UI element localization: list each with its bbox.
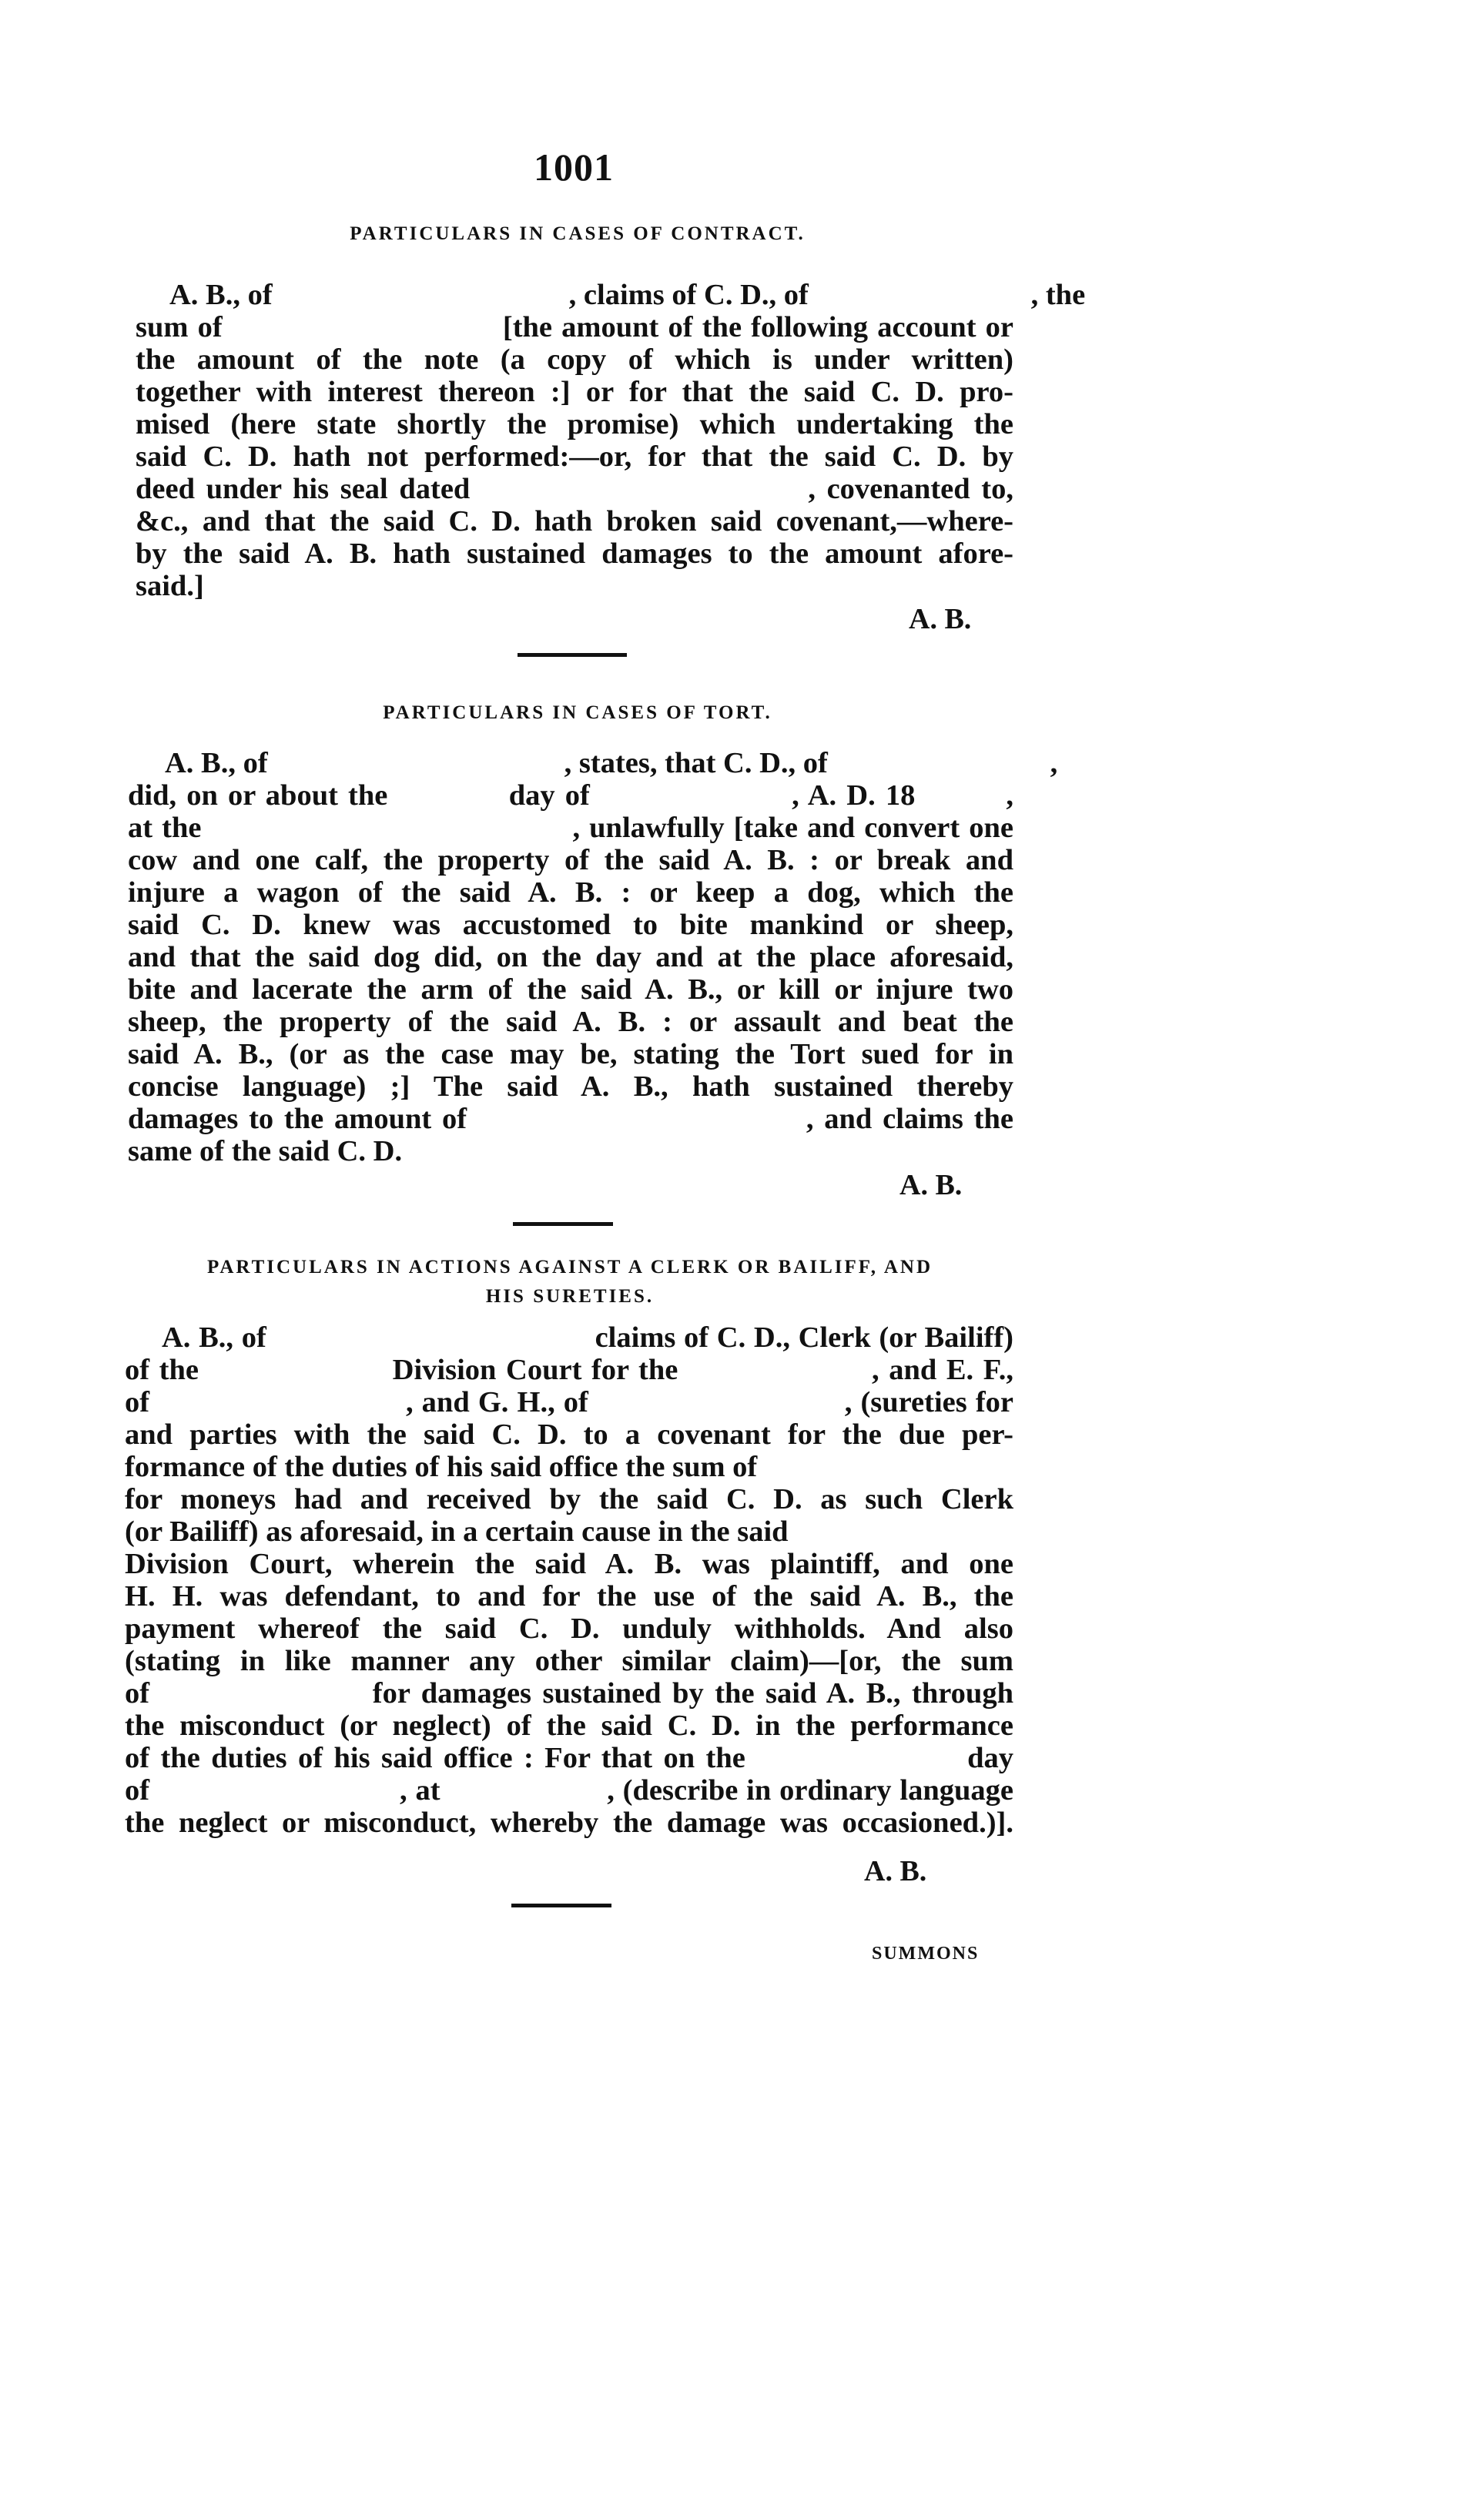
- text-line: of , and G. H., of , (sureties for: [125, 1386, 1013, 1418]
- text-line: payment whereof the said C. D. unduly withholds. And also: [125, 1613, 1013, 1645]
- text-line: formance of the duties of his said office the sum of: [125, 1451, 758, 1483]
- text-line: said A. B., (or as the case may be, stating the Tort sued for in: [128, 1038, 1013, 1070]
- text-line: concise language) ;] The said A. B., hath sustained thereby: [128, 1070, 1013, 1103]
- text-line: and that the said dog did, on the day and at the place aforesaid,: [128, 941, 1013, 973]
- paragraph-clerk: [125, 1321, 1013, 1839]
- text-line: said C. D. knew was accustomed to bite mankind or sheep,: [128, 909, 1013, 941]
- text-line: cow and one calf, the property of the said A. B. : or break and: [128, 844, 1013, 876]
- text-line: for moneys had and received by the said C. D. as such Clerk: [125, 1483, 1013, 1515]
- paragraph-tort: [128, 747, 1058, 1167]
- divider-rule: [518, 653, 627, 657]
- text-line: and parties with the said C. D. to a covenant for the due per-: [125, 1418, 1013, 1451]
- paragraph-contract: [136, 279, 1086, 602]
- signature-contract: A. B.: [909, 603, 972, 635]
- divider-rule: [513, 1222, 613, 1226]
- text-line: the amount of the note (a copy of which is under written): [136, 343, 1013, 376]
- divider-rule: [511, 1904, 611, 1907]
- section-heading-tort: PARTICULARS IN CASES OF TORT.: [383, 702, 772, 723]
- text-line: deed under his seal dated , covenanted to,: [136, 473, 1013, 505]
- section-heading-clerk-line2: HIS SURETIES.: [485, 1286, 655, 1307]
- text-line: injure a wagon of the said A. B. : or keep a dog, which the: [128, 876, 1013, 909]
- text-line: by the said A. B. hath sustained damages to the amount afore-: [136, 538, 1013, 570]
- text-line: the neglect or misconduct, whereby the damage was occasioned.)].: [125, 1807, 1013, 1839]
- text-line: sum of [the amount of the following account or: [136, 311, 1013, 343]
- signature-tort: A. B.: [899, 1169, 963, 1201]
- text-line: of , at , (describe in ordinary language: [125, 1774, 1013, 1807]
- text-line: mised (here state shortly the promise) which undertaking the: [136, 408, 1013, 440]
- text-line: said.]: [136, 570, 204, 602]
- text-line: damages to the amount of , and claims the: [128, 1103, 1013, 1135]
- text-line: the misconduct (or neglect) of the said C. D. in the performance: [125, 1710, 1013, 1742]
- text-line: A. B., of , states, that C. D., of ,: [165, 747, 1058, 779]
- text-line: A. B., of , claims of C. D., of , the: [169, 279, 1086, 311]
- text-line: together with interest thereon :] or for that the said C. D. pro-: [136, 376, 1013, 408]
- text-line: did, on or about the day of , A. D. 18 ,: [128, 779, 1013, 812]
- text-line: H. H. was defendant, to and for the use of the said A. B., the: [125, 1580, 1013, 1613]
- text-line: A. B., of claims of C. D., Clerk (or Bailiff): [162, 1321, 1013, 1354]
- text-line: (or Bailiff) as aforesaid, in a certain cause in the said: [125, 1515, 789, 1548]
- text-line: Division Court, wherein the said A. B. was plaintiff, and one: [125, 1548, 1013, 1580]
- text-line: bite and lacerate the arm of the said A. B., or kill or injure two: [128, 973, 1013, 1006]
- text-line: said C. D. hath not performed:—or, for that the said C. D. by: [136, 440, 1013, 473]
- text-line: of the Division Court for the , and E. F.,: [125, 1354, 1013, 1386]
- text-line: of for damages sustained by the said A. B., through: [125, 1677, 1013, 1710]
- catchword: SUMMONS: [872, 1944, 980, 1964]
- section-heading-contract: PARTICULARS IN CASES OF CONTRACT.: [350, 223, 806, 244]
- text-line: same of the said C. D.: [128, 1135, 403, 1167]
- section-heading-clerk-line1: PARTICULARS IN ACTIONS AGAINST A CLERK OR BAILIFF, AND: [206, 1257, 933, 1278]
- text-line: of the duties of his said office : For that on the day: [125, 1742, 1013, 1774]
- page-number: 1001: [534, 146, 614, 189]
- text-line: sheep, the property of the said A. B. : or assault and beat the: [128, 1006, 1013, 1038]
- signature-clerk: A. B.: [864, 1855, 927, 1887]
- text-line: (stating in like manner any other similar claim)—[or, the sum: [125, 1645, 1013, 1677]
- text-line: &c., and that the said C. D. hath broken said covenant,—where-: [136, 505, 1013, 538]
- text-line: at the , unlawfully [take and convert one: [128, 812, 1013, 844]
